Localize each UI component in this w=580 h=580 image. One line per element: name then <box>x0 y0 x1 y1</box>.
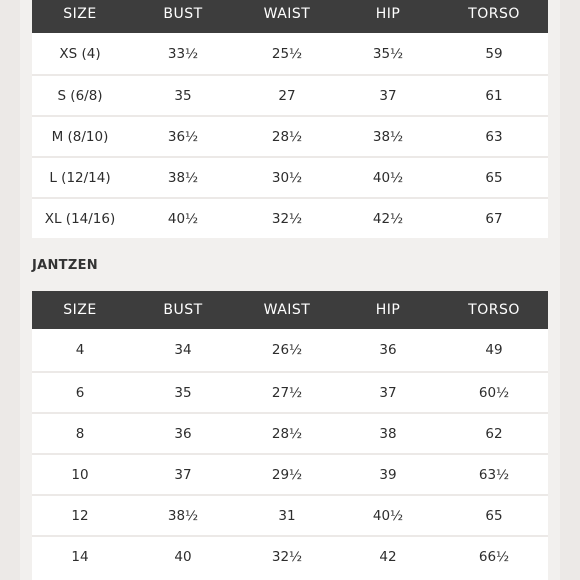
cell-bust: 38½ <box>128 495 238 536</box>
cell-hip: 40½ <box>336 495 440 536</box>
cell-size: 12 <box>32 495 128 536</box>
cell-bust: 37 <box>128 454 238 495</box>
next-row-edge <box>32 575 548 580</box>
cell-hip: 38½ <box>336 116 440 157</box>
table-header-row <box>32 0 548 33</box>
cell-waist: 27 <box>238 75 336 116</box>
cell-size: XS (4) <box>32 33 128 75</box>
cell-size: 8 <box>32 413 128 454</box>
cell-bust: 40 <box>128 536 238 576</box>
cell-torso: 61 <box>440 75 548 116</box>
cell-torso: 59 <box>440 33 548 75</box>
cell-torso: 67 <box>440 198 548 238</box>
table-row <box>32 536 548 576</box>
cell-waist: 31 <box>238 495 336 536</box>
column-header-torso: TORSO <box>440 291 548 329</box>
column-header-waist: WAIST <box>238 0 336 33</box>
column-header-size: SIZE <box>32 0 128 33</box>
cell-bust: 35 <box>128 372 238 413</box>
table-row <box>32 75 548 116</box>
cell-bust: 35 <box>128 75 238 116</box>
cell-waist: 29½ <box>238 454 336 495</box>
column-header-hip: HIP <box>336 291 440 329</box>
cell-size: S (6/8) <box>32 75 128 116</box>
cell-torso: 49 <box>440 329 548 372</box>
cell-hip: 40½ <box>336 157 440 198</box>
table-row <box>32 454 548 495</box>
cell-bust: 34 <box>128 329 238 372</box>
cell-waist: 32½ <box>238 536 336 576</box>
cell-torso: 63½ <box>440 454 548 495</box>
cell-size: XL (14/16) <box>32 198 128 238</box>
table-row <box>32 116 548 157</box>
cell-hip: 37 <box>336 75 440 116</box>
column-header-size: SIZE <box>32 291 128 329</box>
table-row <box>32 198 548 238</box>
cell-waist: 28½ <box>238 413 336 454</box>
cell-waist: 30½ <box>238 157 336 198</box>
cell-size: 6 <box>32 372 128 413</box>
table-row <box>32 495 548 536</box>
cell-size: M (8/10) <box>32 116 128 157</box>
cell-waist: 32½ <box>238 198 336 238</box>
cell-torso: 62 <box>440 413 548 454</box>
cell-bust: 40½ <box>128 198 238 238</box>
table-row <box>32 329 548 372</box>
cell-bust: 36 <box>128 413 238 454</box>
table-row <box>32 372 548 413</box>
cell-waist: 28½ <box>238 116 336 157</box>
cell-torso: 63 <box>440 116 548 157</box>
cell-hip: 37 <box>336 372 440 413</box>
cell-hip: 35½ <box>336 33 440 75</box>
cell-bust: 36½ <box>128 116 238 157</box>
cell-hip: 38 <box>336 413 440 454</box>
cell-hip: 39 <box>336 454 440 495</box>
table-row <box>32 157 548 198</box>
cell-torso: 65 <box>440 157 548 198</box>
cell-torso: 65 <box>440 495 548 536</box>
cell-waist: 25½ <box>238 33 336 75</box>
size-chart-panel <box>20 0 560 580</box>
cell-waist: 27½ <box>238 372 336 413</box>
cell-hip: 42 <box>336 536 440 576</box>
brand-section-title: JANTZEN <box>32 258 98 273</box>
column-header-bust: BUST <box>128 291 238 329</box>
table-row <box>32 413 548 454</box>
cell-torso: 60½ <box>440 372 548 413</box>
column-header-torso: TORSO <box>440 0 548 33</box>
cell-bust: 38½ <box>128 157 238 198</box>
column-header-bust: BUST <box>128 0 238 33</box>
column-header-hip: HIP <box>336 0 440 33</box>
cell-torso: 66½ <box>440 536 548 576</box>
cell-size: 10 <box>32 454 128 495</box>
cell-waist: 26½ <box>238 329 336 372</box>
table-header-row <box>32 291 548 329</box>
column-header-waist: WAIST <box>238 291 336 329</box>
cell-size: 4 <box>32 329 128 372</box>
size-chart-table-jantzen <box>32 291 548 576</box>
cell-size: L (12/14) <box>32 157 128 198</box>
table-row <box>32 33 548 75</box>
size-chart-table-top <box>32 0 548 238</box>
cell-bust: 33½ <box>128 33 238 75</box>
cell-hip: 42½ <box>336 198 440 238</box>
cell-size: 14 <box>32 536 128 576</box>
cell-hip: 36 <box>336 329 440 372</box>
